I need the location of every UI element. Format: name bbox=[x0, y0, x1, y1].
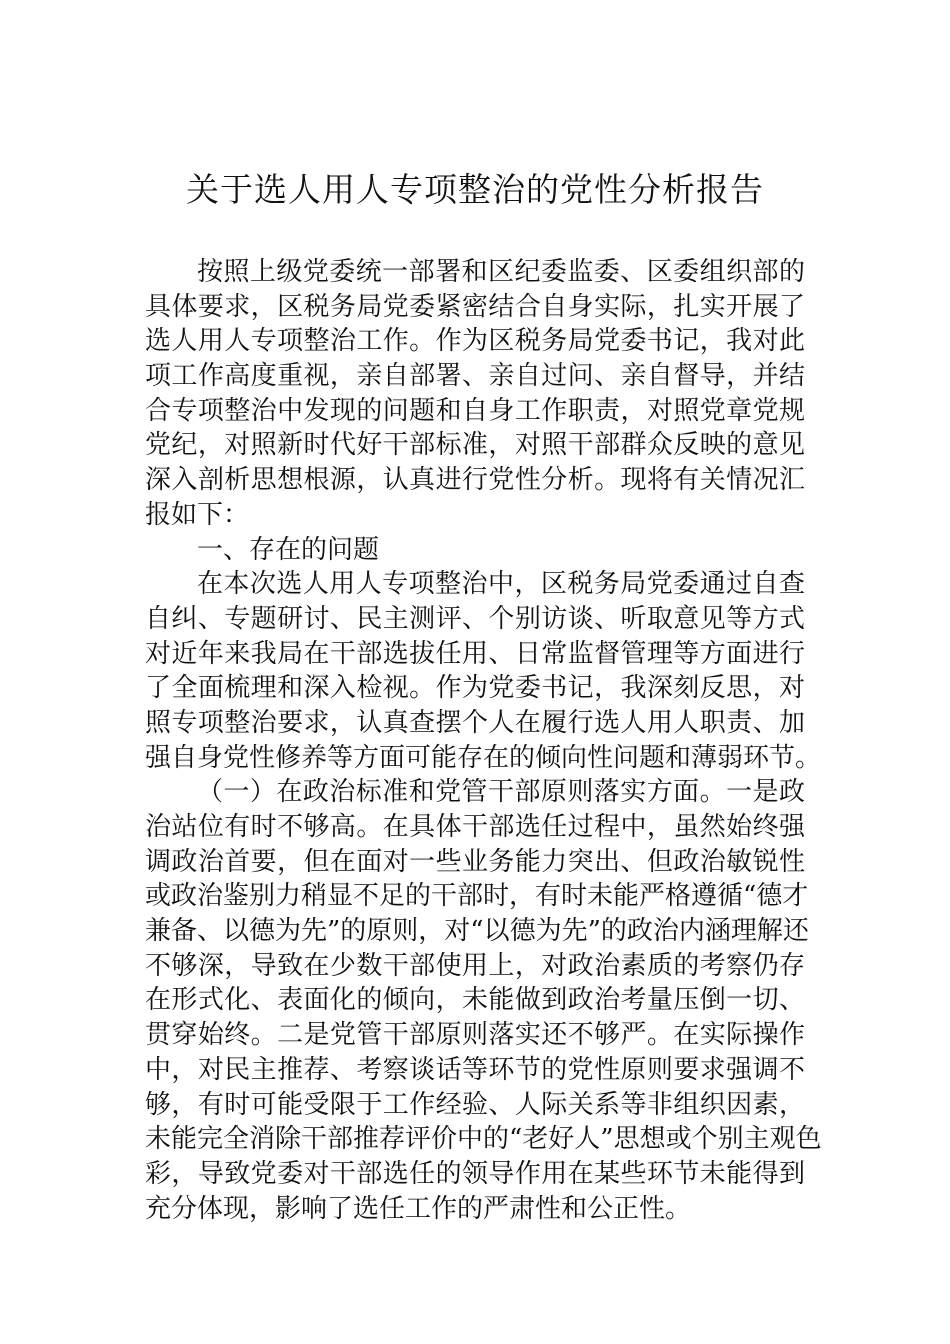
text-line: 合专项整治中发现的问题和自身工作职责，对照党章党规 bbox=[145, 395, 805, 426]
text-line: 不够深，导致在少数干部使用上，对政治素质的考察仍存 bbox=[145, 950, 805, 981]
text-line: 报如下： bbox=[145, 499, 250, 530]
text-line: 强自身党性修养等方面可能存在的倾向性问题和薄弱环节。 bbox=[145, 742, 822, 773]
text-line: 彩，导致党委对干部选任的领导作用在某些环节未能得到 bbox=[145, 1158, 805, 1189]
paragraph-intro bbox=[145, 255, 805, 533]
text-line: 党纪，对照新时代好干部标准，对照干部群众反映的意见 bbox=[145, 430, 805, 461]
text-line: 贯穿始终。二是党管干部原则落实还不够严。在实际操作 bbox=[145, 1020, 805, 1051]
text-line: 选人用人专项整治工作。作为区税务局党委书记，我对此 bbox=[145, 326, 805, 357]
text-line: 中，对民主推荐、考察谈话等环节的党性原则要求强调不 bbox=[145, 1054, 805, 1085]
text-line: 对近年来我局在干部选拔任用、日常监督管理等方面进行 bbox=[145, 638, 805, 669]
text-line: 未能完全消除干部推荐评价中的“老好人”思想或个别主观色 bbox=[145, 1124, 822, 1155]
document-title: 关于选人用人专项整治的党性分析报告 bbox=[186, 170, 764, 209]
text-line: 在形式化、表面化的倾向，未能做到政治考量压倒一切、 bbox=[145, 985, 805, 1016]
text-line: 了全面梳理和深入检视。作为党委书记，我深刻反思，对 bbox=[145, 673, 805, 704]
paragraph-political-standards bbox=[145, 775, 822, 1226]
paragraph-problems bbox=[145, 567, 822, 775]
text-line: 项工作高度重视，亲自部署、亲自过问、亲自督导，并结 bbox=[145, 361, 805, 392]
text-line: 深入剖析思想根源，认真进行党性分析。现将有关情况汇 bbox=[145, 465, 805, 496]
text-line: 具体要求，区税务局党委紧密结合自身实际，扎实开展了 bbox=[145, 291, 805, 322]
text-line: 调政治首要，但在面对一些业务能力突出、但政治敏锐性 bbox=[145, 846, 805, 877]
text-line: 兼备、以德为先”的原则，对“以德为先”的政治内涵理解还 bbox=[145, 916, 809, 947]
text-line: 充分体现，影响了选任工作的严肃性和公正性。 bbox=[145, 1193, 692, 1224]
text-line: 自纠、专题研讨、民主测评、个别访谈、听取意见等方式 bbox=[145, 603, 805, 634]
text-line: 在本次选人用人专项整治中，区税务局党委通过自查 bbox=[197, 569, 805, 600]
text-line: （一）在政治标准和党管干部原则落实方面。一是政 bbox=[197, 777, 805, 808]
document-body bbox=[145, 255, 822, 1226]
text-line: 治站位有时不够高。在具体干部选任过程中，虽然始终强 bbox=[145, 812, 805, 842]
text-line: 或政治鉴别力稍显不足的干部时，有时未能严格遵循“德才 bbox=[145, 881, 809, 912]
section-heading: 一、存在的问题 bbox=[197, 534, 380, 565]
text-line: 够，有时可能受限于工作经验、人际关系等非组织因素， bbox=[145, 1089, 805, 1120]
text-line: 按照上级党委统一部署和区纪委监委、区委组织部的 bbox=[197, 257, 805, 287]
text-line: 照专项整治要求，认真查摆个人在履行选人用人职责、加 bbox=[145, 707, 805, 738]
